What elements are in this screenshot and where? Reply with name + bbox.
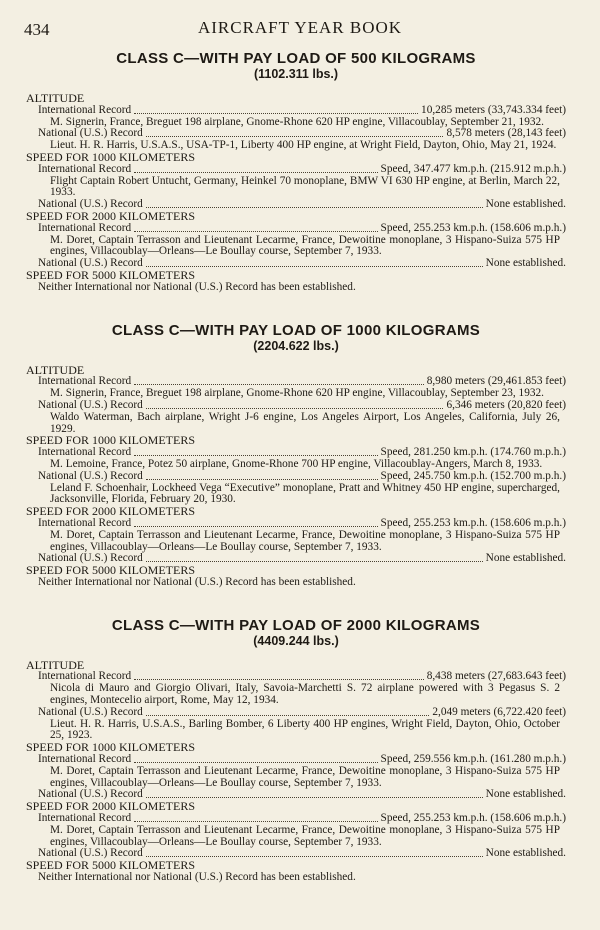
class-subtitle: (4409.244 lbs.) [253,633,339,648]
record-category-heading: SPEED FOR 1000 KILOMETERS [26,740,196,755]
record-entry [26,518,566,553]
record-line [26,518,566,530]
record-line [26,105,566,117]
record-line [26,164,566,176]
record-value: None established. [485,847,566,860]
dot-leader [134,754,377,763]
dot-leader [134,164,377,173]
record-value: None established. [485,552,566,565]
record-detail: M. Signerin, France, Breguet 198 airplane, Gnome-Rhone 620 HP engine, Villacoublay, September 23, 1932. [50,387,544,400]
record-category-heading: SPEED FOR 1000 KILOMETERS [26,433,196,448]
record-entry [26,754,566,789]
record-label: International Record [38,812,132,825]
record-label: National (U.S.) Record [38,469,143,482]
record-detail: M. Lemoine, France, Potez 50 airplane, Gnome-Rhone 700 HP engine, Villacoublay-Angers, March 8, 1933. [50,457,543,470]
record-line [26,223,566,235]
record-label: National (U.S.) Record [38,198,143,211]
record-value: Speed, 259.556 km.p.h. (161.280 m.p.h.) [380,753,566,766]
record-entry [26,813,566,848]
record-label: National (U.S.) Record [38,705,143,718]
record-value: 8,980 meters (29,461.853 feet) [426,375,566,388]
dot-leader [134,223,377,232]
record-label: National (U.S.) Record [38,127,143,140]
dot-leader [146,553,483,562]
class-title: CLASS C—WITH PAY LOAD OF 500 KILOGRAMS [116,50,476,67]
record-category-heading: SPEED FOR 1000 KILOMETERS [26,149,196,164]
record-label: National (U.S.) Record [38,847,143,860]
record-note: Neither International nor National (U.S.) Record has been established. [38,575,356,588]
dot-leader [134,447,377,456]
record-detail: M. Doret, Captain Terrasson and Lieutenant Lecarme, France, Dewoitine monoplane, 3 Hispano-Suiza 575 HP engines, Villacoublay—Orleans—Le Boullay course, September 7, 1933. [50,764,560,789]
page-number: 434 [24,20,50,39]
record-value: Speed, 245.750 km.p.h. (152.700 m.p.h.) [380,469,566,482]
dot-leader [146,471,378,480]
dot-leader [146,400,444,409]
record-value: Speed, 255.253 km.p.h. (158.606 m.p.h.) [380,516,566,529]
class-subtitle: (2204.622 lbs.) [253,338,339,353]
dot-leader [134,376,424,385]
dot-leader [134,671,424,680]
record-value: None established. [485,257,566,270]
record-label: National (U.S.) Record [38,398,143,411]
record-label: International Record [38,103,132,116]
record-label: National (U.S.) Record [38,788,143,801]
record-category-heading: SPEED FOR 5000 KILOMETERS [26,858,196,873]
dot-leader [146,258,483,267]
record-category-heading: SPEED FOR 2000 KILOMETERS [26,208,196,223]
record-line [26,400,566,412]
record-detail: M. Doret, Captain Terrasson and Lieutenant Lecarme, France, Dewoitine monoplane, 3 Hispano-Suiza 575 HP engines, Villacoublay—Orleans—Le Boullay course, September 7, 1933. [50,823,560,848]
record-label: International Record [38,753,132,766]
record-value: 10,285 meters (33,743.334 feet) [421,103,566,116]
class-title: CLASS C—WITH PAY LOAD OF 1000 KILOGRAMS [111,321,481,339]
record-category-heading: SPEED FOR 5000 KILOMETERS [26,267,196,282]
class-title: CLASS C—WITH PAY LOAD OF 2000 KILOGRAMS [111,616,481,634]
record-value: Speed, 281.250 km.p.h. (174.760 m.p.h.) [380,446,566,459]
record-entry [26,707,566,742]
class-section [26,50,566,294]
record-category-heading: ALTITUDE [26,362,85,377]
record-detail: Waldo Waterman, Bach airplane, Wright J-6 engine, Los Angeles Airport, Los Angeles, California, July 26, 1929. [50,410,560,435]
record-label: International Record [38,516,132,529]
record-entry [26,105,566,129]
running-head: AIRCRAFT YEAR BOOK [197,18,403,37]
record-entry [26,164,566,199]
record-entry [26,400,566,435]
record-value: Speed, 255.253 km.p.h. (158.606 m.p.h.) [380,221,566,234]
record-note: Neither International nor National (U.S.) Record has been established. [38,871,356,884]
class-section [26,617,566,884]
record-value: 6,346 meters (20,820 feet) [446,398,566,411]
record-label: International Record [38,221,132,234]
record-value: Speed, 347.477 km.p.h. (215.912 m.p.h.) [380,162,566,175]
dot-leader [134,518,377,527]
dot-leader [134,813,377,822]
record-label: National (U.S.) Record [38,552,143,565]
class-section [26,322,566,589]
record-detail: M. Doret, Captain Terrasson and Lieutenant Lecarme, France, Dewoitine monoplane, 3 Hispano-Suiza 575 HP engines, Villacoublay—Orleans—Le Boullay course, September 7, 1933. [50,233,560,258]
record-entry [26,671,566,706]
record-detail: Nicola di Mauro and Giorgio Olivari, Italy, Savoia-Marchetti S. 72 airplane powered with 3 Pegasus S. 2 engines, Montecelio airport, Rome, May 12, 1934. [50,682,560,707]
record-detail: Flight Captain Robert Untucht, Germany, Heinkel 70 monoplane, BMW VI 630 HP engine, at Berlin, March 22, 1933. [50,174,560,199]
record-detail: M. Signerin, France, Breguet 198 airplane, Gnome-Rhone 620 HP engine, Villacoublay, September 21, 1932. [50,115,544,128]
dot-leader [134,105,418,114]
dot-leader [146,789,483,798]
page-header [0,18,600,42]
dot-leader [146,199,483,208]
record-category-heading: SPEED FOR 2000 KILOMETERS [26,799,196,814]
dot-leader [146,128,444,137]
record-detail: Lieut. H. R. Harris, U.S.A.S., Barling Bomber, 6 Liberty 400 HP engines, Wright Field, Dayton, Ohio, October 25, 1923. [50,717,560,742]
record-label: National (U.S.) Record [38,257,143,270]
record-label: International Record [38,670,132,683]
record-line [26,471,566,483]
record-entry [26,223,566,258]
record-label: International Record [38,162,132,175]
record-label: International Record [38,375,132,388]
record-entry [26,128,566,152]
record-value: Speed, 255.253 km.p.h. (158.606 m.p.h.) [380,812,566,825]
record-note: Neither International nor National (U.S.) Record has been established. [38,280,356,293]
dot-leader [146,707,430,716]
record-line [26,707,566,719]
record-entry [26,447,566,471]
record-entry [26,471,566,506]
record-detail: Lieut. H. R. Harris, U.S.A.S., USA-TP-1, Liberty 400 HP engine, at Wright Field, Dayton, Ohio, May 21, 1924. [50,139,557,152]
record-value: 2,049 meters (6,722.420 feet) [432,705,566,718]
record-category-heading: SPEED FOR 2000 KILOMETERS [26,504,196,519]
dot-leader [146,848,483,857]
record-label: International Record [38,446,132,459]
record-value: None established. [485,788,566,801]
record-category-heading: ALTITUDE [26,91,85,105]
record-value: 8,578 meters (28,143 feet) [446,127,566,140]
class-subtitle: (1102.311 lbs.) [253,67,339,81]
record-detail: M. Doret, Captain Terrasson and Lieutenant Lecarme, France, Dewoitine monoplane, 3 Hispano-Suiza 575 HP engines, Villacoublay—Orleans—Le Boullay course, September 7, 1933. [50,528,560,553]
record-category-heading: ALTITUDE [26,657,85,672]
record-value: None established. [485,198,566,211]
record-entry [26,376,566,400]
records-content [26,50,566,912]
record-detail: Leland F. Schoenhair, Lockheed Vega “Executive” monoplane, Pratt and Whitney 450 HP engine, supercharged, Jacksonville, Florida, February 20, 1930. [50,481,560,506]
record-value: 8,438 meters (27,683.643 feet) [426,670,566,683]
record-category-heading: SPEED FOR 5000 KILOMETERS [26,563,196,578]
